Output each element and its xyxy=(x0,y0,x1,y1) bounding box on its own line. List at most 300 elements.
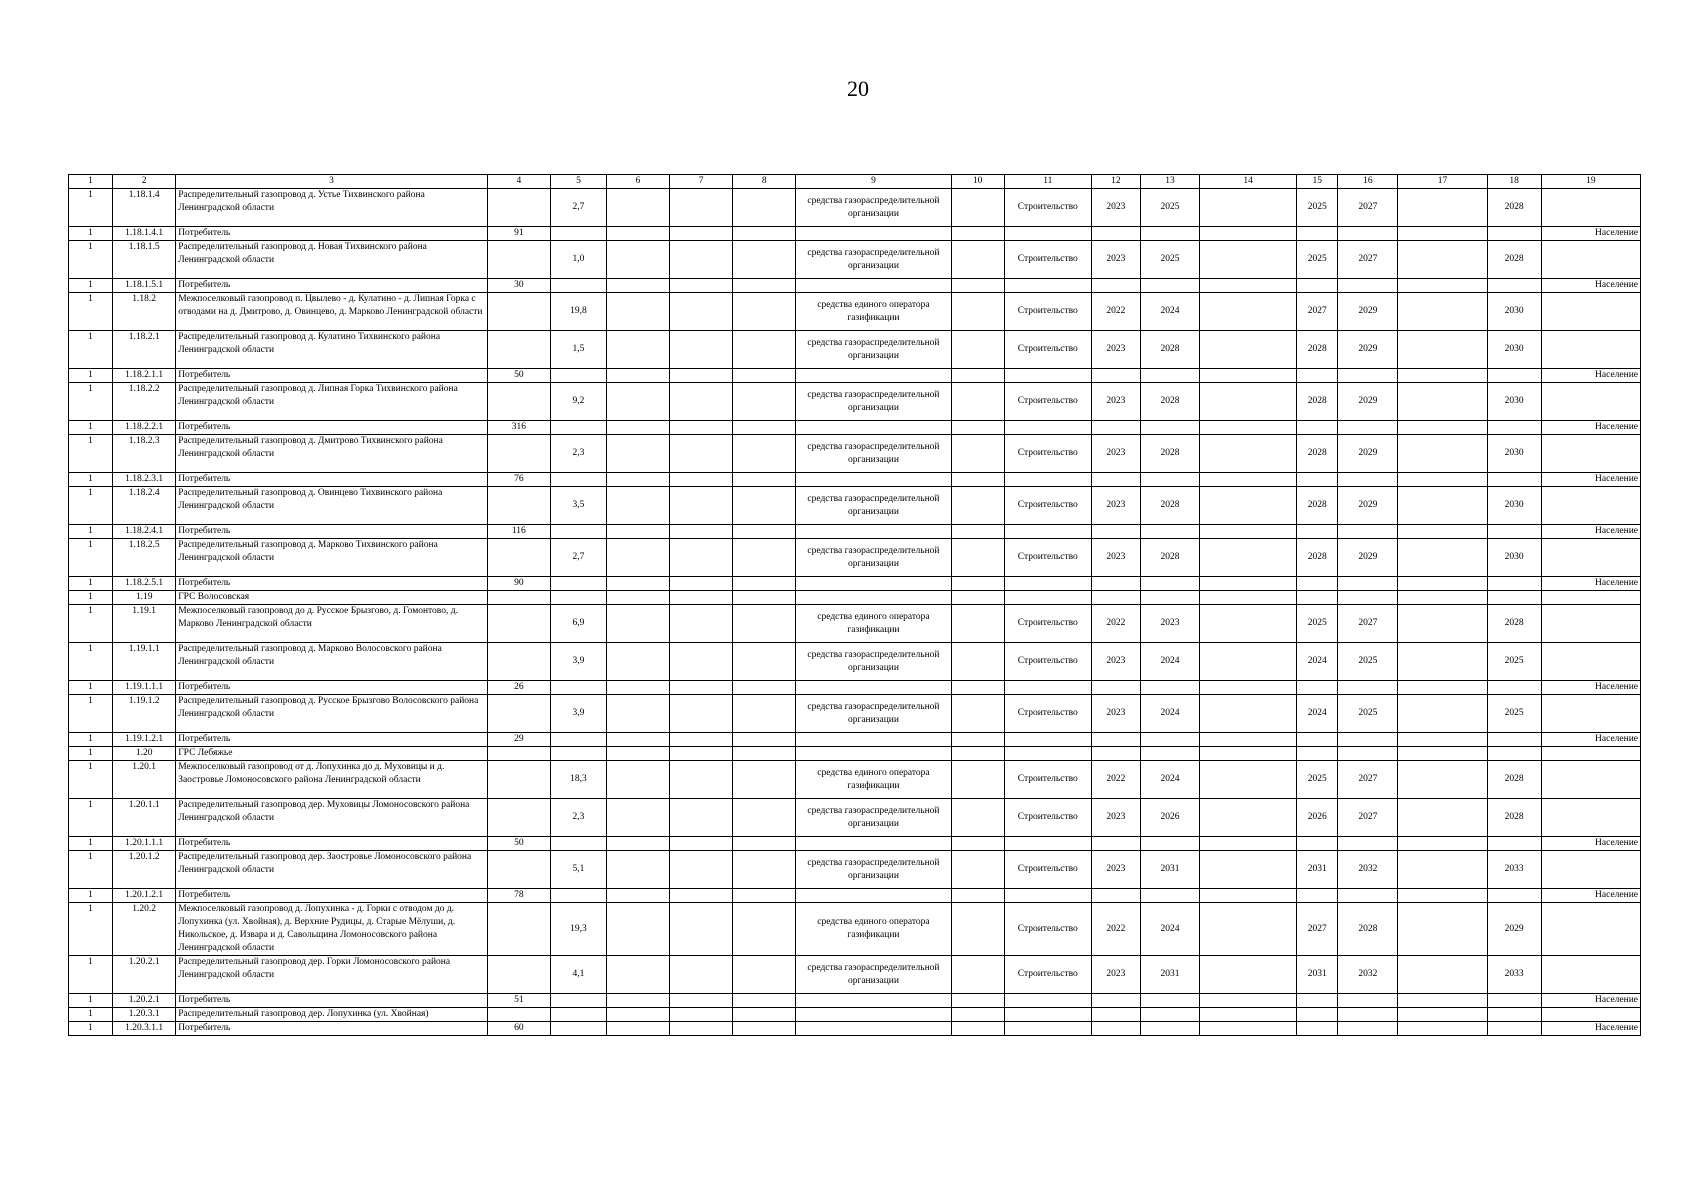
cell-year-18 xyxy=(1487,369,1541,383)
cell-col-14 xyxy=(1200,851,1297,889)
cell-col-6 xyxy=(606,643,669,681)
cell-consumer-type xyxy=(1541,331,1640,369)
cell-year-18 xyxy=(1487,525,1541,539)
cell-row-code: 1.19 xyxy=(113,591,176,605)
cell-year-18: 2030 xyxy=(1487,331,1541,369)
cell-year-15 xyxy=(1297,681,1338,695)
cell-work-type: Строительство xyxy=(1004,241,1091,279)
cell-year-15 xyxy=(1297,837,1338,851)
cell-row-group: 1 xyxy=(69,591,113,605)
cell-consumer-count: 30 xyxy=(487,279,550,293)
cell-row-code: 1.18.2.2 xyxy=(113,383,176,421)
cell-funding-source xyxy=(796,421,951,435)
cell-consumer-count: 116 xyxy=(487,525,550,539)
cell-year-18 xyxy=(1487,733,1541,747)
cell-length-km xyxy=(550,889,606,903)
cell-col-6 xyxy=(606,733,669,747)
cell-col-7 xyxy=(670,851,733,889)
cell-year-13: 2028 xyxy=(1140,331,1199,369)
cell-year-15: 2025 xyxy=(1297,189,1338,227)
cell-col-10 xyxy=(951,227,1004,241)
cell-col-6 xyxy=(606,435,669,473)
cell-year-12: 2022 xyxy=(1091,293,1140,331)
cell-row-code: 1.18.2.1 xyxy=(113,331,176,369)
table-row xyxy=(69,383,1641,421)
cell-col-10 xyxy=(951,994,1004,1008)
cell-col-6 xyxy=(606,421,669,435)
cell-work-type: Строительство xyxy=(1004,695,1091,733)
table-row xyxy=(69,605,1641,643)
cell-funding-source: средства газораспределительной организации xyxy=(796,851,951,889)
column-number-16: 16 xyxy=(1338,175,1398,189)
cell-col-7 xyxy=(670,1022,733,1036)
column-number-14: 14 xyxy=(1200,175,1297,189)
table-row xyxy=(69,331,1641,369)
cell-col-14 xyxy=(1200,525,1297,539)
cell-year-18: 2025 xyxy=(1487,695,1541,733)
cell-length-km: 1,0 xyxy=(550,241,606,279)
cell-year-13: 2028 xyxy=(1140,539,1199,577)
cell-length-km xyxy=(550,577,606,591)
table-row xyxy=(69,889,1641,903)
cell-col-17 xyxy=(1398,241,1487,279)
cell-year-18: 2028 xyxy=(1487,189,1541,227)
cell-year-15 xyxy=(1297,227,1338,241)
cell-col-14 xyxy=(1200,279,1297,293)
cell-year-16: 2027 xyxy=(1338,799,1398,837)
cell-col-17 xyxy=(1398,956,1487,994)
cell-col-10 xyxy=(951,591,1004,605)
cell-year-13 xyxy=(1140,889,1199,903)
cell-length-km: 3,5 xyxy=(550,487,606,525)
cell-row-group: 1 xyxy=(69,761,113,799)
cell-col-8 xyxy=(733,591,796,605)
cell-funding-source xyxy=(796,837,951,851)
cell-col-14 xyxy=(1200,1008,1297,1022)
table-row xyxy=(69,487,1641,525)
cell-col-14 xyxy=(1200,591,1297,605)
cell-col-8 xyxy=(733,994,796,1008)
cell-year-16 xyxy=(1338,994,1398,1008)
cell-consumer-count: 26 xyxy=(487,681,550,695)
cell-col-6 xyxy=(606,994,669,1008)
cell-year-13: 2028 xyxy=(1140,435,1199,473)
cell-row-code: 1.18.1.5 xyxy=(113,241,176,279)
cell-col-14 xyxy=(1200,733,1297,747)
cell-year-15: 2027 xyxy=(1297,903,1338,956)
cell-year-18: 2030 xyxy=(1487,435,1541,473)
cell-year-16 xyxy=(1338,681,1398,695)
cell-work-type: Строительство xyxy=(1004,383,1091,421)
cell-year-13 xyxy=(1140,473,1199,487)
cell-object-name: Потребитель xyxy=(176,733,488,747)
cell-consumer-count xyxy=(487,539,550,577)
cell-year-12: 2023 xyxy=(1091,695,1140,733)
cell-col-6 xyxy=(606,799,669,837)
cell-year-13: 2024 xyxy=(1140,643,1199,681)
cell-col-7 xyxy=(670,473,733,487)
cell-col-6 xyxy=(606,525,669,539)
cell-year-12: 2022 xyxy=(1091,903,1140,956)
cell-col-17 xyxy=(1398,591,1487,605)
column-number-1: 1 xyxy=(69,175,113,189)
column-number-13: 13 xyxy=(1140,175,1199,189)
cell-year-18 xyxy=(1487,227,1541,241)
cell-consumer-count: 76 xyxy=(487,473,550,487)
cell-year-16 xyxy=(1338,577,1398,591)
cell-col-10 xyxy=(951,331,1004,369)
table-body xyxy=(69,189,1641,1036)
cell-work-type xyxy=(1004,1022,1091,1036)
cell-col-14 xyxy=(1200,837,1297,851)
cell-col-14 xyxy=(1200,761,1297,799)
cell-col-7 xyxy=(670,889,733,903)
cell-col-14 xyxy=(1200,539,1297,577)
cell-year-15 xyxy=(1297,591,1338,605)
cell-col-10 xyxy=(951,799,1004,837)
page-number: 20 xyxy=(847,76,869,101)
cell-consumer-count xyxy=(487,1008,550,1022)
cell-row-code: 1.18.2.3 xyxy=(113,435,176,473)
cell-year-16 xyxy=(1338,1022,1398,1036)
cell-row-group: 1 xyxy=(69,331,113,369)
cell-work-type: Строительство xyxy=(1004,539,1091,577)
cell-col-8 xyxy=(733,383,796,421)
cell-col-17 xyxy=(1398,799,1487,837)
cell-consumer-type: Население xyxy=(1541,994,1640,1008)
cell-work-type xyxy=(1004,591,1091,605)
cell-year-13: 2031 xyxy=(1140,851,1199,889)
cell-object-name: Потребитель xyxy=(176,681,488,695)
cell-consumer-type xyxy=(1541,643,1640,681)
cell-col-14 xyxy=(1200,747,1297,761)
cell-year-16: 2029 xyxy=(1338,487,1398,525)
cell-col-10 xyxy=(951,681,1004,695)
cell-row-group: 1 xyxy=(69,903,113,956)
cell-col-8 xyxy=(733,733,796,747)
cell-length-km xyxy=(550,279,606,293)
cell-funding-source: средства единого оператора газификации xyxy=(796,605,951,643)
cell-consumer-type xyxy=(1541,591,1640,605)
cell-col-14 xyxy=(1200,331,1297,369)
cell-col-7 xyxy=(670,747,733,761)
cell-year-13 xyxy=(1140,525,1199,539)
cell-funding-source: средства газораспределительной организации xyxy=(796,539,951,577)
gas-pipeline-table xyxy=(68,174,1641,1036)
cell-col-10 xyxy=(951,577,1004,591)
cell-col-17 xyxy=(1398,369,1487,383)
cell-work-type xyxy=(1004,577,1091,591)
cell-consumer-count xyxy=(487,903,550,956)
cell-col-8 xyxy=(733,1022,796,1036)
cell-year-13: 2025 xyxy=(1140,241,1199,279)
cell-object-name: Межпоселковый газопровод п. Цвылево - д. Кулатино - д. Липная Горка с отводами на д. Дмитрово, д. Овинцево, д. Марково Ленинградской области xyxy=(176,293,488,331)
column-number-15: 15 xyxy=(1297,175,1338,189)
cell-col-7 xyxy=(670,577,733,591)
table-row xyxy=(69,643,1641,681)
cell-col-7 xyxy=(670,421,733,435)
table-row xyxy=(69,421,1641,435)
cell-row-code: 1.18.2.1.1 xyxy=(113,369,176,383)
cell-row-code: 1.20.3.1.1 xyxy=(113,1022,176,1036)
cell-col-10 xyxy=(951,837,1004,851)
cell-year-12: 2023 xyxy=(1091,331,1140,369)
cell-col-8 xyxy=(733,279,796,293)
column-number-6: 6 xyxy=(606,175,669,189)
cell-col-17 xyxy=(1398,695,1487,733)
cell-year-16: 2029 xyxy=(1338,331,1398,369)
cell-funding-source: средства единого оператора газификации xyxy=(796,293,951,331)
cell-col-8 xyxy=(733,837,796,851)
cell-col-10 xyxy=(951,851,1004,889)
table-row xyxy=(69,994,1641,1008)
cell-col-8 xyxy=(733,761,796,799)
cell-work-type: Строительство xyxy=(1004,605,1091,643)
cell-consumer-type xyxy=(1541,799,1640,837)
cell-consumer-type: Население xyxy=(1541,837,1640,851)
cell-col-7 xyxy=(670,733,733,747)
cell-work-type: Строительство xyxy=(1004,487,1091,525)
cell-year-15: 2025 xyxy=(1297,241,1338,279)
cell-consumer-count xyxy=(487,761,550,799)
cell-object-name: Межпоселковый газопровод д. Лопухинка - д. Горки с отводом до д. Лопухинка (ул. Хвойная), д. Верхние Рудицы, д. Старые Мёлуши, д. Никольское, д. Извара и д. Савольщина Ломоносовского района Ленинградской области xyxy=(176,903,488,956)
cell-row-code: 1.19.1.2 xyxy=(113,695,176,733)
cell-year-18 xyxy=(1487,1008,1541,1022)
cell-object-name: Межпоселковый газопровод от д. Лопухинка до д. Муховицы и д. Заостровье Ломоносовского района Ленинградской области xyxy=(176,761,488,799)
cell-row-group: 1 xyxy=(69,605,113,643)
cell-col-6 xyxy=(606,383,669,421)
cell-col-8 xyxy=(733,643,796,681)
cell-length-km xyxy=(550,525,606,539)
cell-col-10 xyxy=(951,903,1004,956)
cell-col-17 xyxy=(1398,837,1487,851)
cell-work-type: Строительство xyxy=(1004,761,1091,799)
cell-year-13 xyxy=(1140,733,1199,747)
cell-year-18: 2029 xyxy=(1487,903,1541,956)
cell-work-type: Строительство xyxy=(1004,435,1091,473)
cell-col-7 xyxy=(670,279,733,293)
cell-col-6 xyxy=(606,903,669,956)
cell-year-16 xyxy=(1338,889,1398,903)
table-row xyxy=(69,837,1641,851)
cell-funding-source: средства газораспределительной организации xyxy=(796,331,951,369)
cell-year-15: 2028 xyxy=(1297,331,1338,369)
cell-object-name: Распределительный газопровод д. Овинцево Тихвинского района Ленинградской области xyxy=(176,487,488,525)
cell-year-18: 2030 xyxy=(1487,539,1541,577)
cell-row-group: 1 xyxy=(69,473,113,487)
cell-col-17 xyxy=(1398,227,1487,241)
cell-col-14 xyxy=(1200,473,1297,487)
cell-year-16 xyxy=(1338,369,1398,383)
cell-col-17 xyxy=(1398,525,1487,539)
cell-year-12 xyxy=(1091,227,1140,241)
cell-col-6 xyxy=(606,473,669,487)
cell-col-7 xyxy=(670,383,733,421)
cell-col-10 xyxy=(951,539,1004,577)
cell-consumer-count: 78 xyxy=(487,889,550,903)
cell-length-km: 2,3 xyxy=(550,435,606,473)
cell-col-14 xyxy=(1200,293,1297,331)
cell-consumer-count xyxy=(487,605,550,643)
cell-work-type: Строительство xyxy=(1004,851,1091,889)
cell-length-km: 18,3 xyxy=(550,761,606,799)
cell-work-type: Строительство xyxy=(1004,643,1091,681)
cell-year-13 xyxy=(1140,837,1199,851)
cell-col-6 xyxy=(606,331,669,369)
cell-col-7 xyxy=(670,293,733,331)
cell-consumer-type xyxy=(1541,189,1640,227)
cell-year-15 xyxy=(1297,369,1338,383)
cell-consumer-type xyxy=(1541,956,1640,994)
cell-length-km xyxy=(550,747,606,761)
cell-year-18: 2033 xyxy=(1487,956,1541,994)
cell-length-km: 3,9 xyxy=(550,695,606,733)
cell-consumer-type xyxy=(1541,605,1640,643)
cell-col-6 xyxy=(606,369,669,383)
cell-length-km: 9,2 xyxy=(550,383,606,421)
cell-consumer-type xyxy=(1541,487,1640,525)
cell-consumer-type xyxy=(1541,435,1640,473)
cell-col-6 xyxy=(606,605,669,643)
cell-year-12 xyxy=(1091,889,1140,903)
cell-col-6 xyxy=(606,539,669,577)
table-row xyxy=(69,577,1641,591)
cell-year-16: 2027 xyxy=(1338,189,1398,227)
cell-year-12 xyxy=(1091,681,1140,695)
cell-object-name: Межпоселковый газопровод до д. Русское Брызгово, д. Гомонтово, д. Марково Ленинградской области xyxy=(176,605,488,643)
cell-col-7 xyxy=(670,525,733,539)
cell-col-7 xyxy=(670,605,733,643)
cell-consumer-count: 60 xyxy=(487,1022,550,1036)
cell-length-km: 2,3 xyxy=(550,799,606,837)
cell-col-7 xyxy=(670,241,733,279)
column-number-2: 2 xyxy=(113,175,176,189)
cell-col-17 xyxy=(1398,279,1487,293)
cell-col-17 xyxy=(1398,681,1487,695)
cell-col-17 xyxy=(1398,643,1487,681)
cell-object-name: Потребитель xyxy=(176,837,488,851)
cell-col-8 xyxy=(733,473,796,487)
cell-row-group: 1 xyxy=(69,435,113,473)
cell-object-name: Потребитель xyxy=(176,577,488,591)
cell-funding-source xyxy=(796,577,951,591)
cell-length-km xyxy=(550,1008,606,1022)
cell-year-13: 2028 xyxy=(1140,383,1199,421)
cell-year-12 xyxy=(1091,994,1140,1008)
table-row xyxy=(69,189,1641,227)
cell-funding-source: средства единого оператора газификации xyxy=(796,761,951,799)
cell-col-8 xyxy=(733,189,796,227)
cell-col-14 xyxy=(1200,994,1297,1008)
cell-row-group: 1 xyxy=(69,577,113,591)
cell-work-type xyxy=(1004,733,1091,747)
cell-consumer-type xyxy=(1541,695,1640,733)
cell-row-group: 1 xyxy=(69,1008,113,1022)
cell-year-16: 2029 xyxy=(1338,435,1398,473)
cell-year-16: 2029 xyxy=(1338,539,1398,577)
cell-year-16 xyxy=(1338,421,1398,435)
cell-col-6 xyxy=(606,851,669,889)
table-row xyxy=(69,435,1641,473)
cell-row-code: 1.18.2.5 xyxy=(113,539,176,577)
cell-consumer-type: Население xyxy=(1541,733,1640,747)
cell-year-16: 2027 xyxy=(1338,605,1398,643)
cell-col-8 xyxy=(733,889,796,903)
cell-row-code: 1.20.1.2 xyxy=(113,851,176,889)
cell-object-name: Потребитель xyxy=(176,369,488,383)
cell-col-7 xyxy=(670,1008,733,1022)
cell-length-km xyxy=(550,591,606,605)
cell-work-type xyxy=(1004,421,1091,435)
cell-object-name: Потребитель xyxy=(176,994,488,1008)
cell-col-10 xyxy=(951,605,1004,643)
cell-col-10 xyxy=(951,293,1004,331)
cell-funding-source xyxy=(796,1022,951,1036)
cell-year-13: 2025 xyxy=(1140,189,1199,227)
cell-consumer-count xyxy=(487,189,550,227)
cell-col-7 xyxy=(670,331,733,369)
cell-col-6 xyxy=(606,577,669,591)
cell-year-15: 2028 xyxy=(1297,487,1338,525)
cell-year-18: 2025 xyxy=(1487,643,1541,681)
cell-year-15: 2025 xyxy=(1297,761,1338,799)
cell-row-code: 1.20.2.1 xyxy=(113,956,176,994)
cell-consumer-count: 90 xyxy=(487,577,550,591)
cell-work-type xyxy=(1004,889,1091,903)
cell-length-km: 5,1 xyxy=(550,851,606,889)
table-row xyxy=(69,369,1641,383)
cell-work-type xyxy=(1004,473,1091,487)
cell-col-6 xyxy=(606,591,669,605)
cell-year-13 xyxy=(1140,369,1199,383)
cell-year-16: 2025 xyxy=(1338,695,1398,733)
cell-consumer-count xyxy=(487,851,550,889)
cell-year-18 xyxy=(1487,279,1541,293)
cell-col-8 xyxy=(733,369,796,383)
cell-length-km: 1,5 xyxy=(550,331,606,369)
column-number-12: 12 xyxy=(1091,175,1140,189)
cell-col-17 xyxy=(1398,903,1487,956)
cell-year-15: 2028 xyxy=(1297,383,1338,421)
cell-row-code: 1.18.2.3.1 xyxy=(113,473,176,487)
cell-col-6 xyxy=(606,293,669,331)
cell-col-17 xyxy=(1398,733,1487,747)
cell-year-16: 2029 xyxy=(1338,293,1398,331)
cell-row-code: 1.18.2 xyxy=(113,293,176,331)
cell-row-code: 1.18.2.2.1 xyxy=(113,421,176,435)
cell-year-18 xyxy=(1487,994,1541,1008)
table-row xyxy=(69,1022,1641,1036)
cell-col-8 xyxy=(733,799,796,837)
cell-col-17 xyxy=(1398,1008,1487,1022)
cell-year-16 xyxy=(1338,747,1398,761)
cell-object-name: Распределительный газопровод дер. Муховицы Ломоносовского района Ленинградской области xyxy=(176,799,488,837)
cell-col-17 xyxy=(1398,487,1487,525)
cell-consumer-count xyxy=(487,383,550,421)
cell-col-17 xyxy=(1398,421,1487,435)
cell-year-13 xyxy=(1140,747,1199,761)
cell-col-7 xyxy=(670,695,733,733)
cell-object-name: Распределительный газопровод д. Русское Брызгово Волосовского района Ленинградской области xyxy=(176,695,488,733)
cell-funding-source: средства газораспределительной организации xyxy=(796,799,951,837)
cell-row-group: 1 xyxy=(69,1022,113,1036)
cell-consumer-count xyxy=(487,799,550,837)
cell-year-12 xyxy=(1091,591,1140,605)
cell-work-type xyxy=(1004,994,1091,1008)
cell-year-18: 2030 xyxy=(1487,487,1541,525)
cell-year-16 xyxy=(1338,227,1398,241)
cell-object-name: Распределительный газопровод д. Кулатино Тихвинского района Ленинградской области xyxy=(176,331,488,369)
